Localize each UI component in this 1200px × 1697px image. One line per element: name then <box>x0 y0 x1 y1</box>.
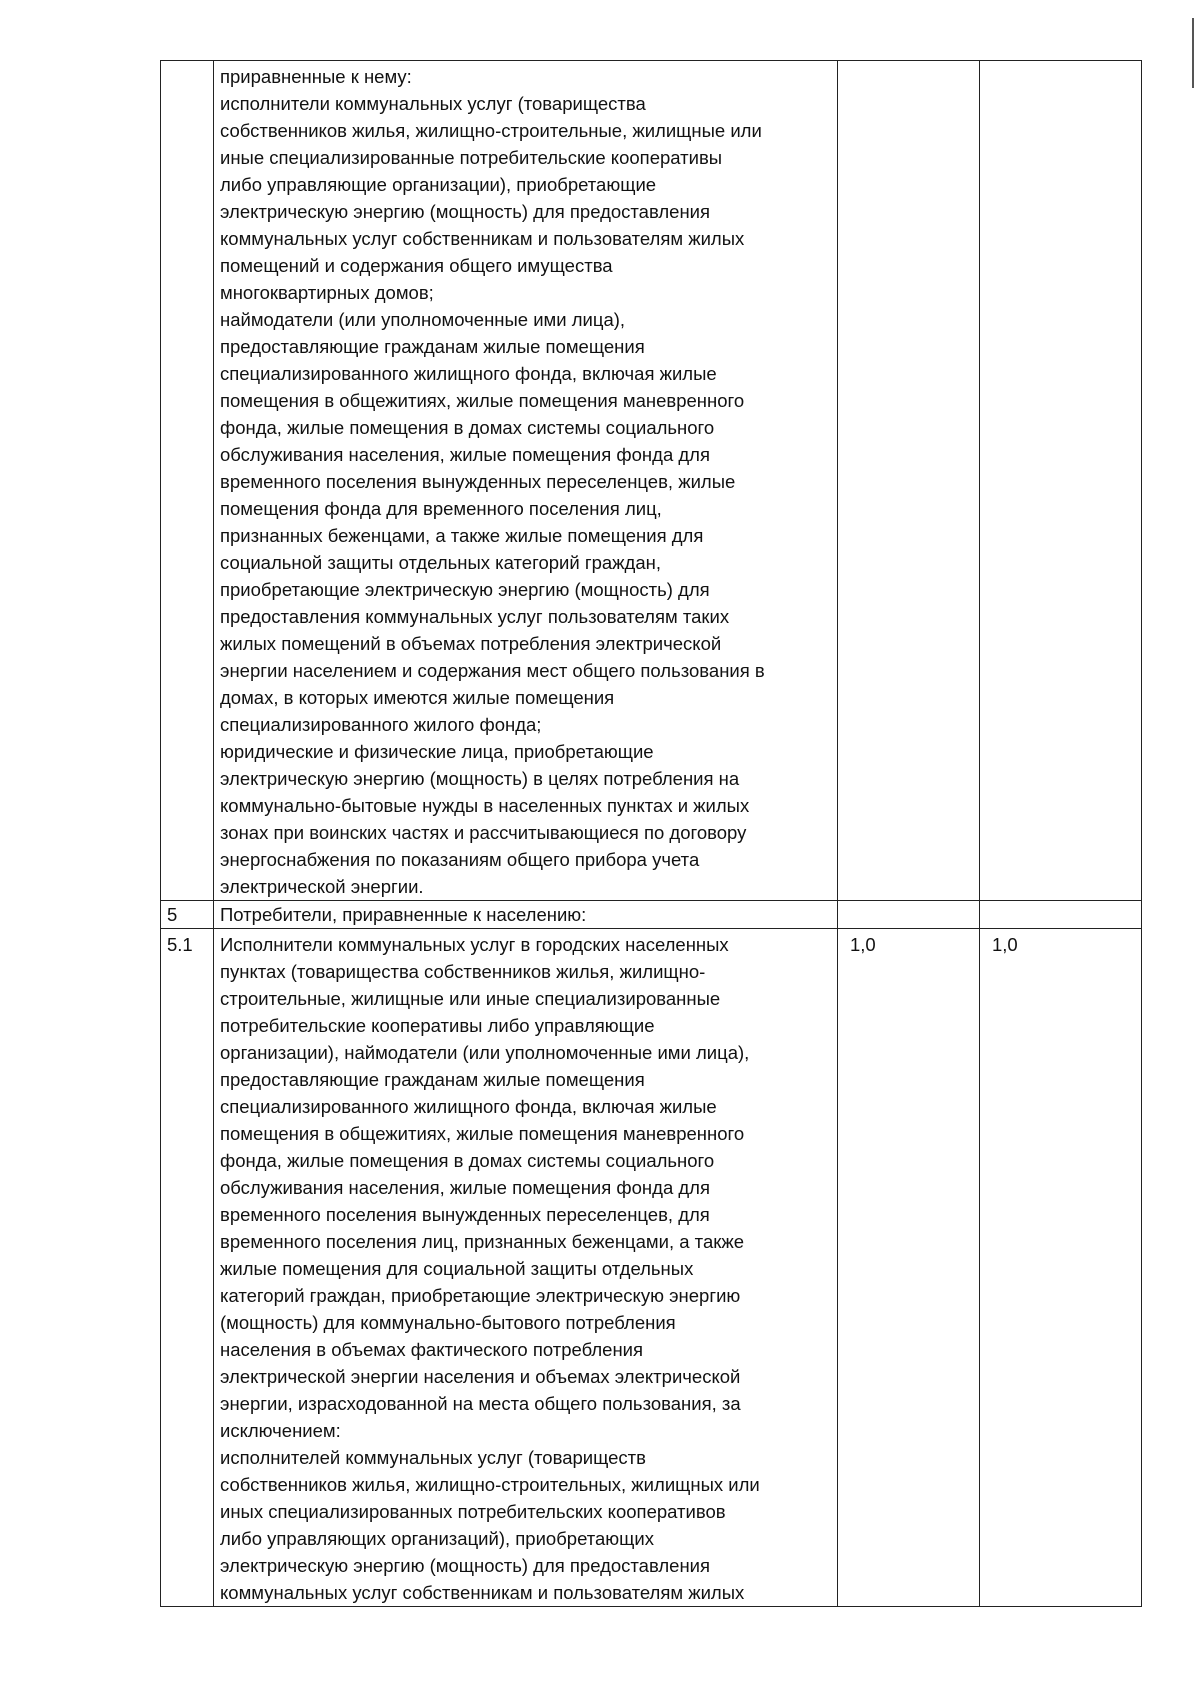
text-line: электрическую энергию (мощность) в целях потребления на <box>220 768 740 789</box>
text-line: Потребители, приравненные к населению: <box>220 904 587 925</box>
text-line: пунктах (товарищества собственников жилья, жилищно- <box>220 961 706 982</box>
row-number-cell: 5.1 <box>161 929 214 1607</box>
text-line: предоставляющие гражданам жилые помещения <box>220 1069 645 1090</box>
row-text-cell <box>214 901 838 929</box>
row-text <box>220 63 831 900</box>
value-cell-2 <box>980 901 1142 929</box>
text-line: либо управляющие организации), приобретающие <box>220 174 657 195</box>
text-line: зонах при воинских частях и рассчитывающиеся по договору <box>220 822 747 843</box>
row-number-cell: 5 <box>161 901 214 929</box>
table-row <box>161 929 1142 1607</box>
table-row <box>161 901 1142 929</box>
text-line: помещения в общежитиях, жилые помещения маневренного <box>220 390 745 411</box>
text-line: жилых помещений в объемах потребления электрической <box>220 633 722 654</box>
tariff-table <box>160 60 1142 1607</box>
text-line: жилые помещения для социальной защиты отдельных <box>220 1258 694 1279</box>
text-line: обслуживания населения, жилые помещения фонда для <box>220 1177 710 1198</box>
value-cell-2 <box>980 929 1142 1607</box>
row-text-cell <box>214 929 838 1607</box>
text-line: собственников жилья, жилищно-строительные, жилищные или <box>220 120 762 141</box>
row-number-cell <box>161 61 214 901</box>
text-line: временного поселения вынужденных переселенцев, жилые <box>220 471 736 492</box>
text-line: строительные, жилищные или иные специализированные <box>220 988 721 1009</box>
page-edge-mark <box>1192 18 1194 88</box>
text-line: собственников жилья, жилищно-строительных, жилищных или <box>220 1474 760 1495</box>
text-line: специализированного жилого фонда; <box>220 714 542 735</box>
value-cell-2 <box>980 61 1142 901</box>
text-line: энергии населением и содержания мест общего пользования в <box>220 660 765 681</box>
table-row <box>161 61 1142 901</box>
text-line: помещения в общежитиях, жилые помещения маневренного <box>220 1123 745 1144</box>
text-line: исполнители коммунальных услуг (товарищества <box>220 93 646 114</box>
text-line: иных специализированных потребительских кооперативов <box>220 1501 726 1522</box>
text-line: приобретающие электрическую энергию (мощность) для <box>220 579 710 600</box>
text-line: энергоснабжения по показаниям общего прибора учета <box>220 849 700 870</box>
text-line: многоквартирных домов; <box>220 282 434 303</box>
text-line: предоставляющие гражданам жилые помещения <box>220 336 645 357</box>
text-line: коммунальных услуг собственникам и пользователям жилых <box>220 228 745 249</box>
row-text-cell <box>214 61 838 901</box>
text-line: коммунальных услуг собственникам и пользователям жилых <box>220 1582 745 1603</box>
text-line: приравненные к нему: <box>220 66 412 87</box>
text-line: электрическую энергию (мощность) для предоставления <box>220 201 711 222</box>
text-line: исполнителей коммунальных услуг (товариществ <box>220 1447 646 1468</box>
value-cell-1 <box>838 61 980 901</box>
text-line: электрической энергии. <box>220 876 424 897</box>
text-line: коммунально-бытовые нужды в населенных пунктах и жилых <box>220 795 750 816</box>
text-line: населения в объемах фактического потребления <box>220 1339 644 1360</box>
text-line: энергии, израсходованной на места общего пользования, за <box>220 1393 741 1414</box>
text-line: электрическую энергию (мощность) для предоставления <box>220 1555 711 1576</box>
text-line: временного поселения лиц, признанных беженцами, а также <box>220 1231 744 1252</box>
text-line: категорий граждан, приобретающие электрическую энергию <box>220 1285 741 1306</box>
text-line: специализированного жилищного фонда, включая жилые <box>220 1096 717 1117</box>
text-line: предоставления коммунальных услуг пользователям таких <box>220 606 730 627</box>
text-line: обслуживания населения, жилые помещения фонда для <box>220 444 710 465</box>
row-text <box>220 931 831 1606</box>
text-line: (мощность) для коммунально-бытового потребления <box>220 1312 676 1333</box>
text-line: электрической энергии населения и объемах электрической <box>220 1366 741 1387</box>
text-line: наймодатели (или уполномоченные ими лица), <box>220 309 626 330</box>
text-line: помещения фонда для временного поселения лиц, <box>220 498 662 519</box>
value-cell-1 <box>838 901 980 929</box>
text-line: юридические и физические лица, приобретающие <box>220 741 654 762</box>
text-line: фонда, жилые помещения в домах системы социального <box>220 417 715 438</box>
row-text <box>220 901 831 928</box>
text-line: фонда, жилые помещения в домах системы социального <box>220 1150 715 1171</box>
text-line: потребительские кооперативы либо управляющие <box>220 1015 655 1036</box>
text-line: исключением: <box>220 1420 341 1441</box>
coefficient-value: 1,0 <box>850 934 876 955</box>
text-line: иные специализированные потребительские кооперативы <box>220 147 723 168</box>
value-cell-1 <box>838 929 980 1607</box>
text-line: социальной защиты отдельных категорий граждан, <box>220 552 661 573</box>
text-line: домах, в которых имеются жилые помещения <box>220 687 615 708</box>
coefficient-value: 1,0 <box>992 934 1018 955</box>
text-line: либо управляющих организаций), приобретающих <box>220 1528 654 1549</box>
text-line: временного поселения вынужденных переселенцев, для <box>220 1204 710 1225</box>
text-line: признанных беженцами, а также жилые помещения для <box>220 525 704 546</box>
text-line: Исполнители коммунальных услуг в городских населенных <box>220 934 729 955</box>
text-line: специализированного жилищного фонда, включая жилые <box>220 363 717 384</box>
text-line: организации), наймодатели (или уполномоченные ими лица), <box>220 1042 750 1063</box>
text-line: помещений и содержания общего имущества <box>220 255 613 276</box>
